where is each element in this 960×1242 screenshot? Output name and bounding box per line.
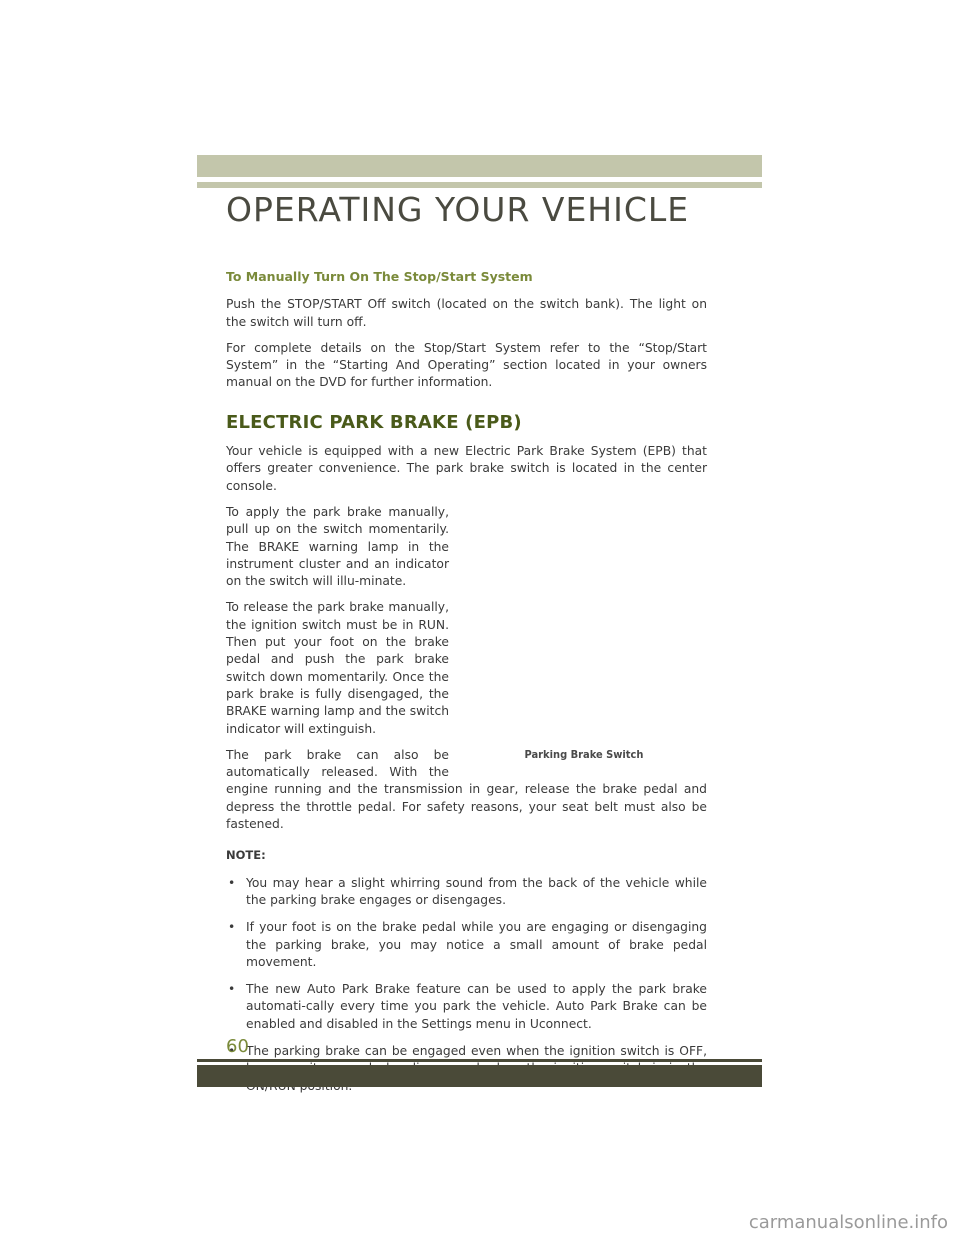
stop-start-heading: To Manually Turn On The Stop/Start System [226,269,533,284]
note-item: • You may hear a slight whirring sound from the back of the vehicle while the parking brake engages or disengages. [226,875,707,910]
epb-release-paragraph: To release the park brake manually, the ignition switch must be in RUN. Then put your foot on the brake pedal and push the park brake switch down momentarily. Once the park brake is fully disengaged, the BRAKE warning lamp and the switch indicator will extinguish. [226,600,449,736]
note-item: • If your foot is on the brake pedal while you are engaging or disengaging the parking brake, you may notice a small amount of brake pedal movement. [226,919,707,971]
header-rule [197,182,762,188]
footer-bar [197,1065,762,1087]
epb-intro-paragraph: Your vehicle is equipped with a new Electric Park Brake System (EPB) that offers greater convenience. The park brake switch is located in the center console. [226,444,707,493]
parking-brake-switch-image [461,507,707,729]
parking-brake-figure [461,507,707,765]
stop-start-paragraph-2: For complete details on the Stop/Start System refer to the “Stop/Start System” in the “Starting And Operating” section located in your owners manual on the DVD for further information. [226,340,707,390]
header-bar [197,155,762,177]
page-content [226,268,707,1105]
epb-apply-paragraph: To apply the park brake manually, pull up on the switch momentarily. The BRAKE warning lamp in the instrument cluster and an indicator on the switch will illu-minate. [226,504,449,589]
page-number: 60 [226,1036,249,1057]
section-title: OPERATING YOUR VEHICLE [226,190,690,229]
figure-caption: Parking Brake Switch [524,747,644,761]
epb-auto-release-paragraph: The park brake can also be automatically released. With the engine running and the transmission in gear, release the brake pedal and depress the throttle pedal. For safety reasons, your seat belt must also be fastened. [226,747,707,832]
epb-heading: ELECTRIC PARK BRAKE (EPB) [226,411,522,433]
note-item: • The new Auto Park Brake feature can be used to apply the park brake automati-cally every time you park the vehicle. Auto Park Brake can be enabled and disabled in the Settings menu in Uconnect. [226,981,707,1033]
note-label: NOTE: [226,848,266,863]
footer-rule [197,1059,762,1062]
note-item: • The parking brake can be engaged even when the ignition switch is OFF, [226,1043,707,1095]
watermark: carmanualsonline.info [748,1212,948,1233]
stop-start-paragraph-1: Push the STOP/START Off switch (located on the switch bank). The light on the switch will turn off. [226,297,707,329]
